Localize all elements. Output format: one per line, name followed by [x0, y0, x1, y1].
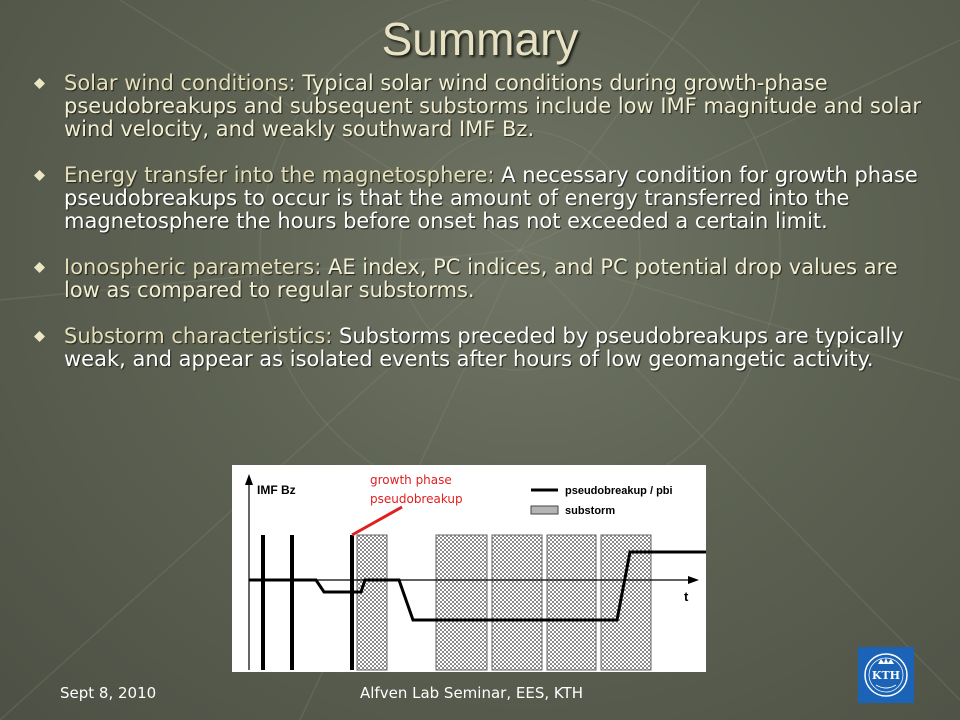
- kth-logo-text: KTH: [871, 669, 901, 682]
- annotation-pointer: [352, 507, 402, 535]
- slide-title: Summary: [381, 13, 579, 65]
- bullet-list: [30, 72, 930, 394]
- kth-logo-icon: [858, 647, 914, 703]
- bullet-item: [30, 325, 930, 371]
- legend-label-pbi: pseudobreakup / pbi: [565, 485, 673, 497]
- substorm-block: [492, 535, 542, 670]
- substorm-block: [601, 535, 651, 670]
- diamond-bullet-icon: [34, 331, 45, 342]
- kth-logo: [858, 647, 914, 703]
- substorm-block: [357, 535, 387, 670]
- legend-label-substorm: substorm: [565, 505, 616, 517]
- y-axis-arrow-icon: [245, 474, 253, 485]
- x-axis-arrow-icon: [688, 576, 699, 584]
- bullet-heading: Solar wind conditions:: [64, 71, 303, 95]
- substorm-block: [547, 535, 596, 670]
- bullet-text: AE index, PC indices, and PC potential drop values are low as compared to regular substorms.: [64, 255, 898, 302]
- imf-bz-schematic-figure: [232, 465, 706, 672]
- annotation-pseudobreakup: pseudobreakup: [370, 492, 463, 506]
- bullet-heading: Energy transfer into the magnetosphere:: [64, 163, 502, 187]
- diamond-bullet-icon: [34, 262, 45, 273]
- footer-date: Sept 8, 2010: [60, 684, 157, 702]
- bullet-item: [30, 72, 930, 141]
- substorm-block: [436, 535, 487, 670]
- footer-event: Alfven Lab Seminar, EES, KTH: [360, 684, 583, 702]
- y-axis-label: IMF Bz: [257, 483, 296, 497]
- bullet-heading: Ionospheric parameters:: [64, 255, 328, 279]
- bullet-text: Typical solar wind conditions during growth-phase pseudobreakups and subsequent substorms include low IMF magnitude and solar wind velocity, and weakly southward IMF Bz.: [64, 71, 922, 141]
- bullet-heading: Substorm characteristics:: [64, 324, 340, 348]
- bullet-text: A necessary condition for growth phase pseudobreakups to occur is that the amount of energy transferred into the magnetosphere the hours before onset has not exceeded a certain limit.: [64, 163, 918, 233]
- bullet-item: [30, 164, 930, 233]
- schematic-svg: [232, 465, 706, 672]
- diamond-bullet-icon: [34, 78, 45, 89]
- x-axis-label: t: [684, 589, 689, 604]
- annotation-growth-phase: growth phase: [370, 473, 452, 487]
- diamond-bullet-icon: [34, 170, 45, 181]
- bullet-text: Substorms preceded by pseudobreakups are typically weak, and appear as isolated events after hours of low geomangetic activity.: [64, 324, 904, 371]
- legend-swatch-substorm: [531, 506, 558, 514]
- bullet-item: [30, 256, 930, 302]
